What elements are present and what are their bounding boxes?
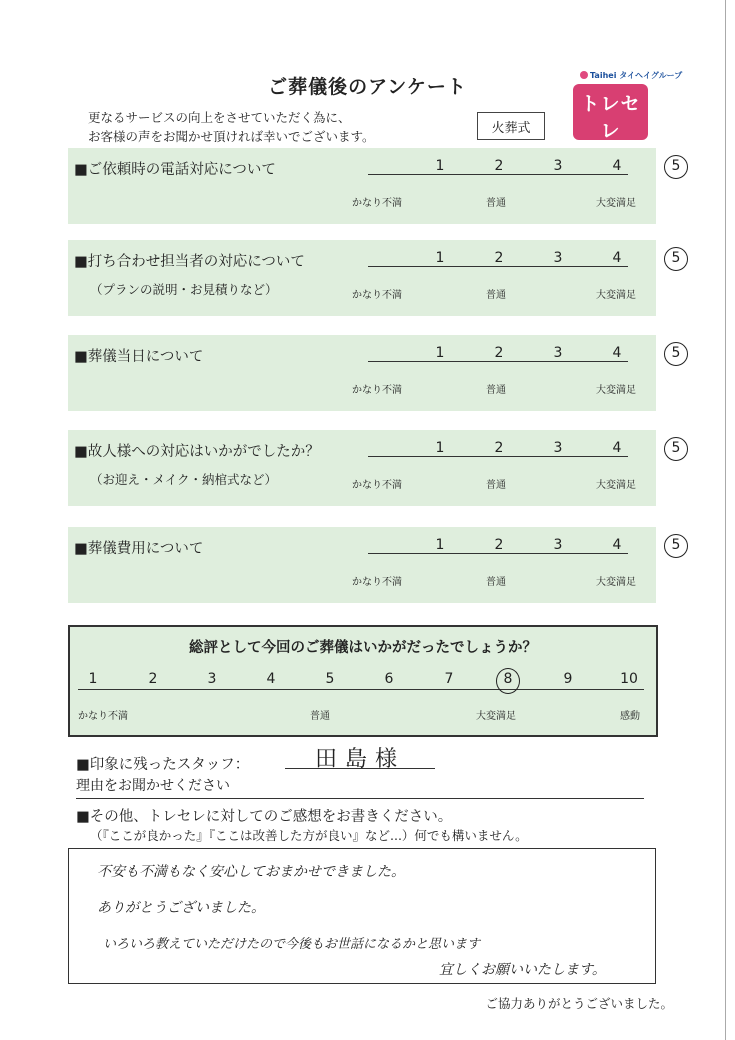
label-high: 大変満足 xyxy=(596,577,636,588)
overall-label-4: 感動 xyxy=(620,711,640,722)
comment-line-3: いろいろ教えていただけたので今後もお世話になるかと思います xyxy=(103,937,481,952)
rating-option-3[interactable]: 3 xyxy=(553,345,563,361)
other-note: （『ここが良かった』『ここは改善した方が良い』など...）何でも構いません。 xyxy=(90,828,528,843)
label-low: かなり不満 xyxy=(352,385,402,396)
label-mid: 普通 xyxy=(486,480,506,491)
reason-label: 理由をお聞かせください xyxy=(76,778,230,794)
rating-option-1[interactable]: 1 xyxy=(435,537,445,553)
tresele-logo xyxy=(573,84,648,140)
selected-rating-circle xyxy=(664,247,688,271)
overall-label-2: 普通 xyxy=(310,711,330,722)
rating-option-1[interactable]: 1 xyxy=(435,250,445,266)
overall-option-5[interactable]: 5 xyxy=(325,671,335,687)
section-3 xyxy=(68,335,681,411)
label-high: 大変満足 xyxy=(596,198,636,209)
section-question: ■葬儀費用について xyxy=(74,541,204,557)
rating-option-5[interactable]: 5 xyxy=(671,250,681,266)
section-question: ■打ち合わせ担当者の対応について xyxy=(74,254,305,270)
thanks-text: ご協力ありがとうございました。 xyxy=(485,996,673,1011)
label-low: かなり不満 xyxy=(352,198,402,209)
overall-option-4[interactable]: 4 xyxy=(266,671,276,687)
staff-label: ■印象に残ったスタッフ： xyxy=(76,757,250,773)
logo-group-text: Taihei タイヘイグループ xyxy=(590,71,683,80)
rating-option-2[interactable]: 2 xyxy=(494,440,504,456)
rating-option-4[interactable]: 4 xyxy=(612,440,622,456)
overall-section xyxy=(68,625,658,737)
ceremony-type-box: 火葬式 xyxy=(477,112,545,140)
overall-option-8[interactable]: 8 xyxy=(503,671,513,687)
section-subtext: （お迎え・メイク・納棺式など） xyxy=(90,472,278,487)
overall-option-9[interactable]: 9 xyxy=(563,671,573,687)
rating-option-3[interactable]: 3 xyxy=(553,250,563,266)
overall-option-6[interactable]: 6 xyxy=(384,671,394,687)
label-low: かなり不満 xyxy=(352,480,402,491)
page-title: ご葬儀後のアンケート xyxy=(268,76,467,98)
label-high: 大変満足 xyxy=(596,385,636,396)
overall-option-3[interactable]: 3 xyxy=(207,671,217,687)
section-1 xyxy=(68,148,681,224)
staff-name-field[interactable]: 田島様 xyxy=(285,742,435,769)
logo-group-name xyxy=(580,70,682,81)
label-low: かなり不満 xyxy=(352,577,402,588)
rating-option-4[interactable]: 4 xyxy=(612,158,622,174)
section-question: ■葬儀当日について xyxy=(74,349,204,365)
reason-field[interactable] xyxy=(76,798,644,799)
section-subtext: （プランの説明・お見積りなど） xyxy=(90,282,278,297)
overall-selected-circle xyxy=(496,668,520,694)
rating-option-5[interactable]: 5 xyxy=(671,345,681,361)
rating-option-1[interactable]: 1 xyxy=(435,440,445,456)
label-mid: 普通 xyxy=(486,198,506,209)
label-high: 大変満足 xyxy=(596,480,636,491)
rating-option-5[interactable]: 5 xyxy=(671,158,681,174)
comment-line-1: 不安も不満もなく安心しておまかせできました。 xyxy=(97,864,405,880)
section-question: ■ご依頼時の電話対応について xyxy=(74,162,276,178)
logo-main-text: トレセレ xyxy=(580,93,641,142)
overall-label-1: かなり不満 xyxy=(78,711,128,722)
overall-option-7[interactable]: 7 xyxy=(444,671,454,687)
label-mid: 普通 xyxy=(486,290,506,301)
comment-line-4: 宜しくお願いいたします。 xyxy=(439,962,606,978)
section-5 xyxy=(68,527,681,603)
overall-question: 総評として今回のご葬儀はいかがだったでしょうか？ xyxy=(189,640,537,656)
overall-label-3: 大変満足 xyxy=(476,711,516,722)
rating-option-2[interactable]: 2 xyxy=(494,345,504,361)
rating-option-1[interactable]: 1 xyxy=(435,345,445,361)
overall-scale-line xyxy=(78,689,644,690)
rating-option-2[interactable]: 2 xyxy=(494,250,504,266)
selected-rating-circle xyxy=(664,534,688,558)
rating-option-1[interactable]: 1 xyxy=(435,158,445,174)
rating-option-2[interactable]: 2 xyxy=(494,158,504,174)
rating-option-4[interactable]: 4 xyxy=(612,345,622,361)
overall-option-1[interactable]: 1 xyxy=(88,671,98,687)
rating-option-5[interactable]: 5 xyxy=(671,537,681,553)
page-edge xyxy=(725,0,726,1040)
rating-option-3[interactable]: 3 xyxy=(553,537,563,553)
label-high: 大変満足 xyxy=(596,290,636,301)
intro-line-2: お客様の声をお聞かせ頂ければ幸いでございます。 xyxy=(88,129,375,144)
overall-option-2[interactable]: 2 xyxy=(148,671,158,687)
section-question: ■故人様への対応はいかがでしたか？ xyxy=(74,444,320,460)
label-mid: 普通 xyxy=(486,385,506,396)
comment-box[interactable] xyxy=(68,848,656,984)
selected-rating-circle xyxy=(664,342,688,366)
label-mid: 普通 xyxy=(486,577,506,588)
label-low: かなり不満 xyxy=(352,290,402,301)
rating-option-3[interactable]: 3 xyxy=(553,158,563,174)
selected-rating-circle xyxy=(664,437,688,461)
taihei-logo-icon xyxy=(580,71,588,79)
section-2 xyxy=(68,240,681,316)
rating-option-4[interactable]: 4 xyxy=(612,250,622,266)
rating-option-2[interactable]: 2 xyxy=(494,537,504,553)
rating-option-5[interactable]: 5 xyxy=(671,440,681,456)
section-4 xyxy=(68,430,681,506)
intro-line-1: 更なるサービスの向上をさせていただく為に、 xyxy=(88,110,351,125)
rating-option-4[interactable]: 4 xyxy=(612,537,622,553)
comment-line-2: ありがとうございました。 xyxy=(97,900,265,916)
overall-option-10[interactable]: 10 xyxy=(620,671,638,687)
rating-option-3[interactable]: 3 xyxy=(553,440,563,456)
other-label: ■その他、トレセレに対してのご感想をお書きください。 xyxy=(76,809,453,825)
selected-rating-circle xyxy=(664,155,688,179)
